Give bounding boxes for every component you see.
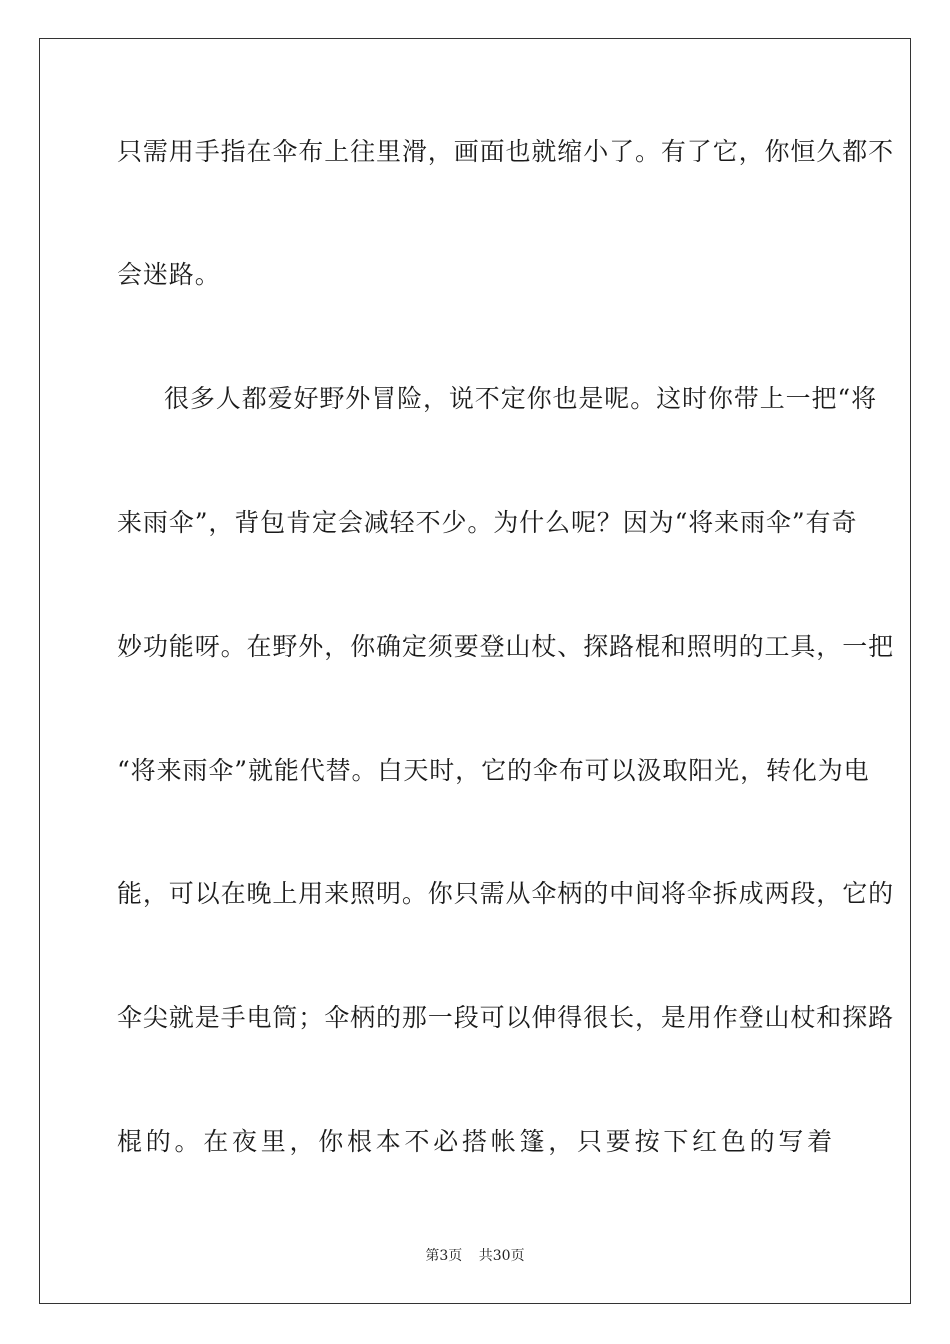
total-pages-label: 共30页 bbox=[478, 1248, 525, 1264]
text-line-2: 会迷路。 bbox=[117, 260, 221, 289]
text-line-8: 伞尖就是手电筒；伞柄的那一段可以伸得很长，是用作登山杖和探路 bbox=[117, 1003, 895, 1032]
text-line-3: 很多人都爱好野外冒险，说不定你也是呢。这时你带上一把“将 bbox=[164, 384, 877, 413]
text-line-1: 只需用手指在伞布上往里滑，画面也就缩小了。有了它，你恒久都不 bbox=[117, 137, 895, 166]
text-line-4: 来雨伞”，背包肯定会减轻不少。为什么呢？因为“将来雨伞”有奇 bbox=[117, 508, 858, 537]
text-line-9: 棍的。在夜里，你根本不必搭帐篷，只要按下红色的写着 bbox=[117, 1127, 833, 1156]
page-border bbox=[39, 38, 911, 1304]
text-line-7: 能，可以在晚上用来照明。你只需从伞柄的中间将伞拆成两段，它的 bbox=[117, 879, 895, 908]
current-page-label: 第3页 bbox=[425, 1248, 463, 1264]
text-line-6: “将来雨伞”就能代替。白天时，它的伞布可以汲取阳光，转化为电 bbox=[117, 756, 870, 785]
text-line-5: 妙功能呀。在野外，你确定须要登山杖、探路棍和照明的工具，一把 bbox=[117, 632, 895, 661]
page-footer bbox=[0, 1247, 950, 1265]
